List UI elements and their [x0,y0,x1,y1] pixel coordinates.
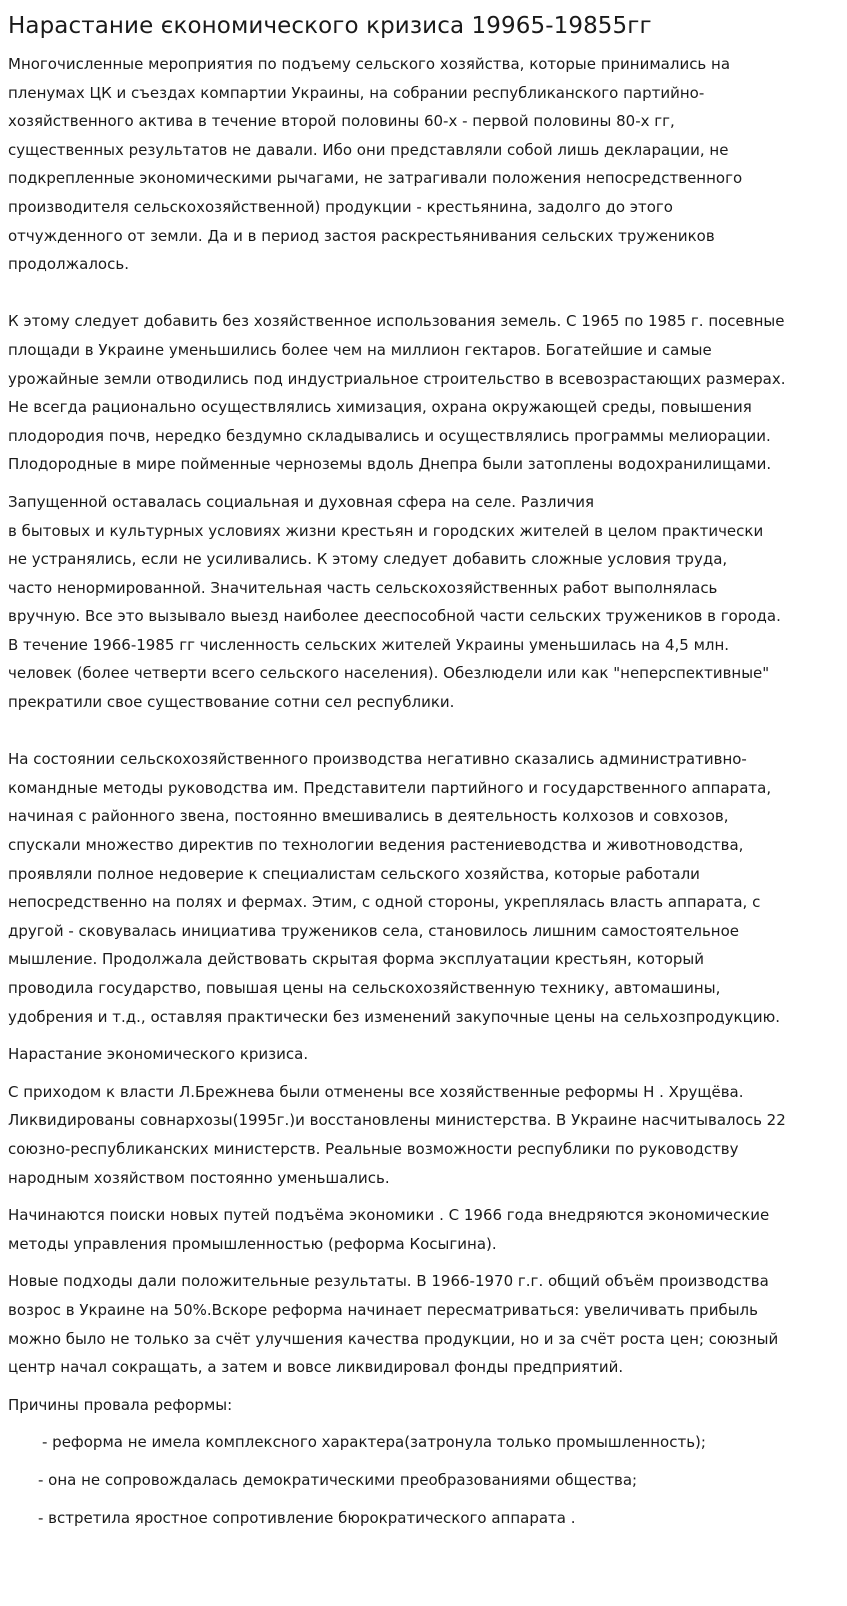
blank-line [8,279,839,308]
paragraph-agriculture-measures: Многочисленные мероприятия по подъему сельского хозяйства, которые принимались на пленумах ЦК и съездах компартии Украины, на собрании республиканского партийно- хозяйственного актива в течение второй половины 60-х - первой половины 80-х гг, существенных результатов не давали. Ибо они представляли собой лишь декларации, не подкрепленные экономическими рычагами, не затрагивали положения непосредственного производителя сельскохозяйственной) продукции - крестьянина, задолго до этого отчужденного от земли. Да и в период застоя раскрестьянивания сельских тружеников продолжалось. [8,55,743,274]
paragraph-crisis-heading: Нарастание экономического кризиса. [8,1045,309,1064]
paragraph-results: Новые подходы дали положительные результаты. В 1966-1970 г.г. общий объём производства возрос в Украине на 50%.Вскоре реформа начинает пересматриваться: увеличивать прибыль можно было не только за счёт улучшения качества продукции, но и за счёт роста цен; союзный центр начал сокращать, а затем и вовсе ликвидировал фонды предприятий. [8,1272,779,1377]
reasons-list [8,1428,839,1532]
paragraph-land-use: К этому следует добавить без хозяйственное использования земель. С 1965 по 1985 г. посевные площади в Украине уменьшились более чем на миллион гектаров. Богатейшие и самые урожайные земли отводились под индустриальное строительство в всевозрастающих размерах. Не всегда рационально осуществлялись химизация, охрана окружающей среды, повышения плодородия почв, нередко бездумно складывались и осуществлялись программы мелиорации. Плодородные в мире пойменные черноземы вдоль Днепра были затоплены водохранилищами. [8,312,786,474]
paragraph-command-methods: На состоянии сельскохозяйственного производства негативно сказались административно- командные методы руководства им. Представители партийного и государственного аппарата, начиная с районного звена, постоянно вмешивались в деятельность колхозов и совхозов, спускали множество директив по технологии ведения растениеводства и животноводства, проявляли полное недоверие к специалистам сельского хозяйства, которые работали непосредственно на полях и фермах. Этим, с одной стороны, укреплялась власть аппарата, с другой - сковувалась инициатива тружеников села, становилось лишним самостоятельное мышление. Продолжала действовать скрытая форма эксплуатации крестьян, который проводила государство, повышая цены на сельскохозяйственную технику, автомашины, удобрения и т.д., оставляя практически без изменений закупочные цены на сельхозпродукцию. [8,750,780,1026]
paragraph-social-sphere: Запущенной оставалась социальная и духовная сфера на селе. Различия в бытовых и культурных условиях жизни крестьян и городских жителей в целом практически не устранялись, если не усиливались. К этому следует добавить сложные условия труда, часто ненормированной. Значительная часть сельскохозяйственных работ выполнялась вручную. Все это вызывало выезд наиболее дееспособной части сельских тружеников в города. В течение 1966-1985 гг численность сельских жителей Украины уменьшилась на 4,5 млн. человек (более четверти всего сельского населения). Обезлюдели или как "неперспективные" прекратили свое существование сотни сел республики. [8,492,781,712]
blank-line [8,717,839,746]
paragraph-new-paths: Начинаются поиски новых путей подъёма экономики . С 1966 года внедряются экономические методы управления промышленностью (реформа Косыгина). [8,1206,770,1253]
list-item: - встретила яростное сопротивление бюрократического аппарата . [38,1508,576,1527]
list-item: - она не сопровождалась демократическими преобразованиями общества; [38,1470,638,1489]
page-title: Нарастание єкономического кризиса 19965-19855гг [8,13,652,39]
paragraph-failure-reasons: Причины провала реформы: [8,1395,233,1414]
paragraph-brezhnev: С приходом к власти Л.Брежнева были отменены все хозяйственные реформы Н . Хрущёва. Ликвидированы совнархозы(1995г.)и восстановлены министерства. В Украине насчитывалось 22 союзно-республиканских министерств. Реальные возможности республики по руководству народным хозяйством постоянно уменьшались. [8,1082,786,1187]
list-item: - реформа не имела комплексного характера(затронула только промышленность); [42,1433,706,1452]
